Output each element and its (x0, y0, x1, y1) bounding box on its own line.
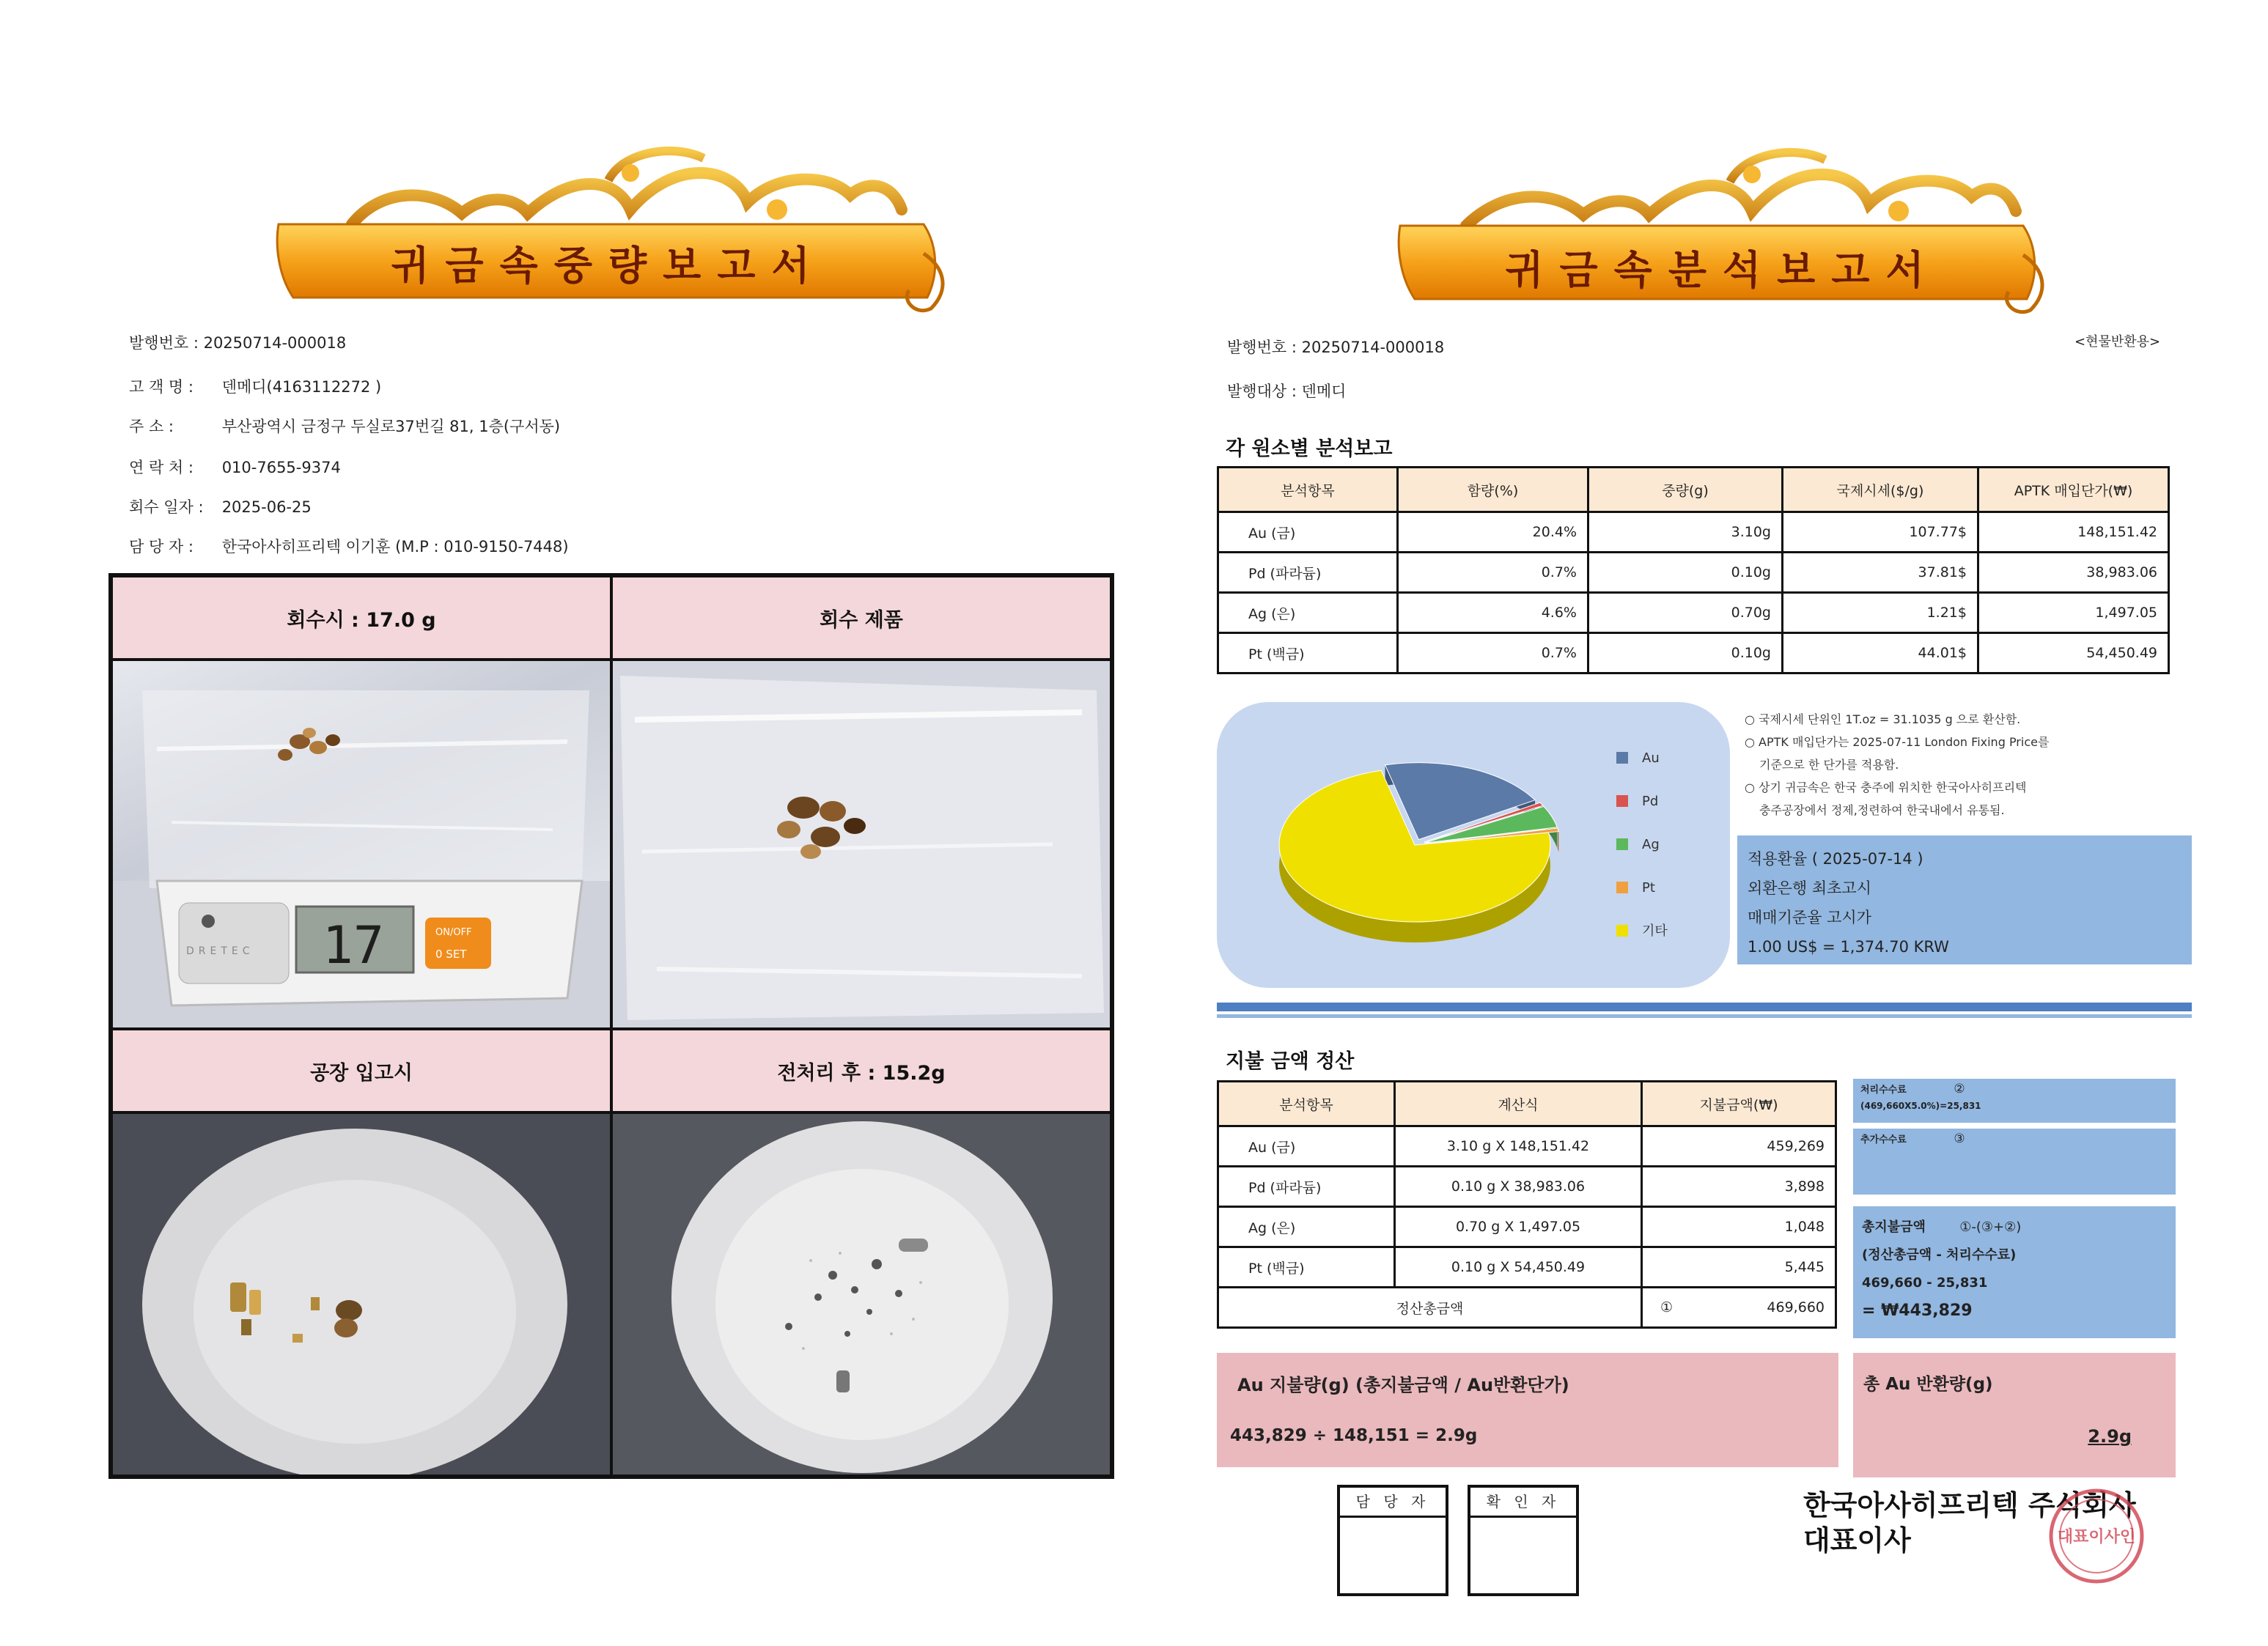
total-calc: 469,660 - 25,831 (1862, 1275, 1988, 1291)
total-value: = ₩443,829 (1862, 1302, 1973, 1320)
sign-box-checker[interactable] (1468, 1485, 1579, 1596)
payment-table (1217, 1080, 1837, 1329)
table-header-row (1218, 1082, 1836, 1126)
table-cell: 54,450.49 (1978, 633, 2169, 673)
table-cell: 0.7% (1398, 633, 1588, 673)
table-cell: 0.70g (1588, 593, 1783, 633)
note-2: ○ APTK 매입단가는 2025-07-11 London Fixing Price를 (1745, 735, 2050, 749)
divider-bar (1217, 1003, 2192, 1011)
exchange-line: 외환은행 최초고시 (1748, 879, 1871, 897)
col-header: 분석항목 (1218, 1082, 1395, 1126)
collect-date-value: 2025-06-25 (221, 498, 312, 516)
amount-cell: 5,445 (1642, 1247, 1836, 1288)
contact-label: 연 락 처 : (129, 459, 194, 476)
note-1: ○ 국제시세 단위인 1T.oz = 31.1035 g 으로 환산함. (1745, 712, 2021, 726)
table-header-row (1218, 468, 2169, 512)
note-5: 충주공장에서 정제,정련하여 한국내에서 유통됨. (1759, 803, 2005, 817)
table-cell: 44.01$ (1783, 633, 1978, 673)
table-row (1218, 1167, 1836, 1207)
legend-swatch-Ag (1616, 838, 1628, 850)
legend-label-기타: 기타 (1642, 923, 1668, 939)
report-title: 귀금속분석보고서 (1505, 247, 1940, 293)
ornament-graphic (264, 144, 953, 320)
table-cell: 0.10g (1588, 553, 1783, 593)
table-row (1218, 1207, 1836, 1247)
note-tag: <현물반환용> (2074, 334, 2161, 350)
col-header: 함량(%) (1398, 468, 1588, 512)
table-cell: 1.21$ (1783, 593, 1978, 633)
formula-cell: 0.10 g X 38,983.06 (1395, 1167, 1642, 1207)
company-seal (2045, 1485, 2148, 1587)
table-cell: 3.10g (1588, 512, 1783, 553)
total-label: 총지불금액 (1862, 1219, 1926, 1235)
formula-cell: 3.10 g X 148,151.42 (1395, 1126, 1642, 1167)
total-row (1862, 1214, 2167, 1241)
note-4: ○ 상기 귀금속은 한국 충주에 위치한 한국아사히프리텍 (1745, 780, 2027, 794)
issue-no-row (1227, 336, 1444, 358)
target-label: 발행대상 : (1227, 383, 1297, 400)
table-row (1218, 1247, 1836, 1288)
amount-cell: 459,269 (1642, 1126, 1836, 1167)
issue-no-label: 발행번호 : (129, 334, 199, 352)
settle-label: 정산총금액 (1218, 1288, 1642, 1328)
customer-row (129, 375, 381, 397)
photo-preprocess (611, 1112, 1111, 1476)
legend-label-Ag: Ag (1642, 837, 1660, 852)
total-payment-box (1853, 1206, 2176, 1338)
fee-mark: ② (1954, 1082, 1965, 1096)
table-cell: 148,151.42 (1978, 512, 2169, 553)
element-pie-chart (1217, 702, 1730, 988)
col-header: 중량(g) (1588, 468, 1783, 512)
exchange-rate-box (1737, 835, 2192, 964)
cell-header-weight: 회수시 : 17.0 g (111, 576, 611, 660)
analysis-table (1217, 466, 2170, 674)
table-row (1218, 593, 2169, 633)
settle-cell (1642, 1288, 1836, 1328)
settle-value: 469,660 (1767, 1299, 1825, 1315)
manager-label: 담 당 자 : (129, 538, 194, 556)
issue-no-value: 20250714-000018 (1301, 339, 1445, 356)
table-cell: 1,497.05 (1978, 593, 2169, 633)
legend-label-Pt: Pt (1642, 880, 1655, 896)
note-3: 기준으로 한 단가를 적용함. (1759, 758, 1899, 772)
exchange-line: 매매기준율 고시가 (1748, 909, 1871, 926)
address-value: 부산광역시 금정구 두실로37번길 81, 1층(구서동) (221, 418, 561, 435)
formula-cell: 0.70 g X 1,497.05 (1395, 1207, 1642, 1247)
exchange-line: 적용환율 ( 2025-07-14 ) (1748, 850, 1923, 868)
company-name: 한국아사히프리텍 주식회사 (1803, 1489, 2136, 1521)
analysis-section-title: 각 원소별 분석보고 (1226, 438, 1393, 460)
col-header: APTK 매입단가(₩) (1978, 468, 2169, 512)
seal-text: 대표이사인 (2057, 1528, 2136, 1546)
weight-report-page (103, 139, 1114, 1532)
total-desc: (정산총금액 - 처리수수료) (1862, 1247, 2017, 1263)
company-title: 대표이사 (1803, 1524, 1911, 1557)
table-row (1218, 553, 2169, 593)
amount-cell: 3,898 (1642, 1167, 1836, 1207)
manager-value: 한국아사히프리텍 이기훈 (M.P : 010-9150-7448) (221, 538, 569, 556)
au-return-label: 총 Au 반환량(g) (1863, 1375, 1993, 1394)
col-header: 분석항목 (1218, 468, 1398, 512)
legend-label-Au: Au (1642, 750, 1660, 766)
formula-cell: 0.10 g X 54,450.49 (1395, 1247, 1642, 1288)
address-row (129, 415, 560, 437)
divider-bar-thin (1217, 1014, 2192, 1018)
legend-swatch-Pt (1616, 882, 1628, 893)
element-name-cell: Pd (파라듐) (1218, 1167, 1395, 1207)
element-name-cell: Ag (은) (1218, 1207, 1395, 1247)
customer-label: 고 객 명 : (129, 378, 194, 396)
au-return-value: 2.9g (2088, 1426, 2132, 1447)
legend-label-Pd: Pd (1642, 794, 1659, 809)
fee-box (1853, 1079, 2176, 1123)
photo-product (611, 660, 1111, 1029)
contact-value: 010-7655-9374 (221, 459, 341, 476)
customer-value: 덴메디(4163112272 ) (221, 378, 382, 396)
sign-header: 담 당 자 (1340, 1488, 1446, 1518)
target-row (1227, 380, 1346, 402)
extra-fee-box (1853, 1129, 2176, 1195)
table-row (1218, 512, 2169, 553)
cell-header-factory: 공장 입고시 (111, 1029, 611, 1112)
au-return-box (1853, 1353, 2176, 1477)
table-row (1218, 1126, 1836, 1167)
element-name-cell: Pt (백금) (1218, 633, 1398, 673)
settle-row (1218, 1288, 1836, 1328)
payment-section-title: 지불 금액 정산 (1226, 1050, 1355, 1073)
extra-mark: ③ (1954, 1132, 1965, 1146)
chart-panel (1217, 702, 1730, 988)
legend-swatch-Pd (1616, 795, 1628, 807)
manager-row (129, 535, 569, 557)
report-title: 귀금속중량보고서 (391, 243, 826, 289)
col-header: 국제시세($/g) (1783, 468, 1978, 512)
address-label: 주 소 : (129, 418, 174, 435)
au-pay-label: Au 지불량(g) (총지불금액 / Au반환단가) (1237, 1375, 1569, 1395)
photo-grid (108, 573, 1114, 1479)
au-payment-box (1217, 1353, 1838, 1467)
photo-scale (111, 660, 611, 1029)
analysis-report-page (1202, 139, 2199, 1634)
amount-cell: 1,048 (1642, 1207, 1836, 1247)
scale-button-top: ON/OFF (435, 927, 472, 938)
legend-swatch-기타 (1616, 925, 1628, 937)
target-value: 덴메디 (1301, 383, 1347, 400)
table-cell: 38,983.06 (1978, 553, 2169, 593)
settle-mark: ① (1660, 1299, 1674, 1315)
fee-label: 처리수수료 (1860, 1085, 1907, 1096)
au-pay-calc: 443,829 ÷ 148,151 = 2.9g (1230, 1426, 1478, 1445)
scale-brand: DRETEC (186, 945, 254, 957)
cell-header-preprocess: 전처리 후 : 15.2g (611, 1029, 1111, 1112)
table-cell: 4.6% (1398, 593, 1588, 633)
sign-box-manager[interactable] (1337, 1485, 1448, 1596)
legend-swatch-Au (1616, 752, 1628, 764)
fee-calc: (469,660X5.0%)=25,831 (1860, 1101, 1981, 1111)
exchange-line: 1.00 US$ = 1,374.70 KRW (1748, 938, 1949, 956)
table-row (1218, 633, 2169, 673)
element-name-cell: Ag (은) (1218, 593, 1398, 633)
col-header: 지불금액(₩) (1642, 1082, 1836, 1126)
element-name-cell: Au (금) (1218, 512, 1398, 553)
table-cell: 37.81$ (1783, 553, 1978, 593)
table-cell: 107.77$ (1783, 512, 1978, 553)
element-name-cell: Pt (백금) (1218, 1247, 1395, 1288)
collect-date-row (129, 495, 312, 517)
cell-header-product: 회수 제품 (611, 576, 1111, 660)
issue-no-row (129, 331, 346, 353)
table-cell: 0.10g (1588, 633, 1783, 673)
issue-no-label: 발행번호 : (1227, 339, 1297, 356)
table-cell: 20.4% (1398, 512, 1588, 553)
title-banner (264, 144, 953, 320)
contact-row (129, 456, 341, 478)
title-banner (1393, 145, 2052, 321)
element-name-cell: Pd (파라듐) (1218, 553, 1398, 593)
element-name-cell: Au (금) (1218, 1126, 1395, 1167)
table-cell: 0.7% (1398, 553, 1588, 593)
sign-header: 확 인 자 (1470, 1488, 1576, 1518)
col-header: 계산식 (1395, 1082, 1642, 1126)
scale-button-bottom: 0 SET (435, 948, 467, 961)
issue-no-value: 20250714-000018 (203, 334, 347, 352)
extra-label: 추가수수료 (1860, 1134, 1907, 1145)
total-formula: ①-(③+②) (1959, 1219, 2022, 1235)
collect-date-label: 회수 일자 : (129, 498, 204, 516)
scale-display: 17 (322, 915, 384, 975)
photo-factory (111, 1112, 611, 1476)
